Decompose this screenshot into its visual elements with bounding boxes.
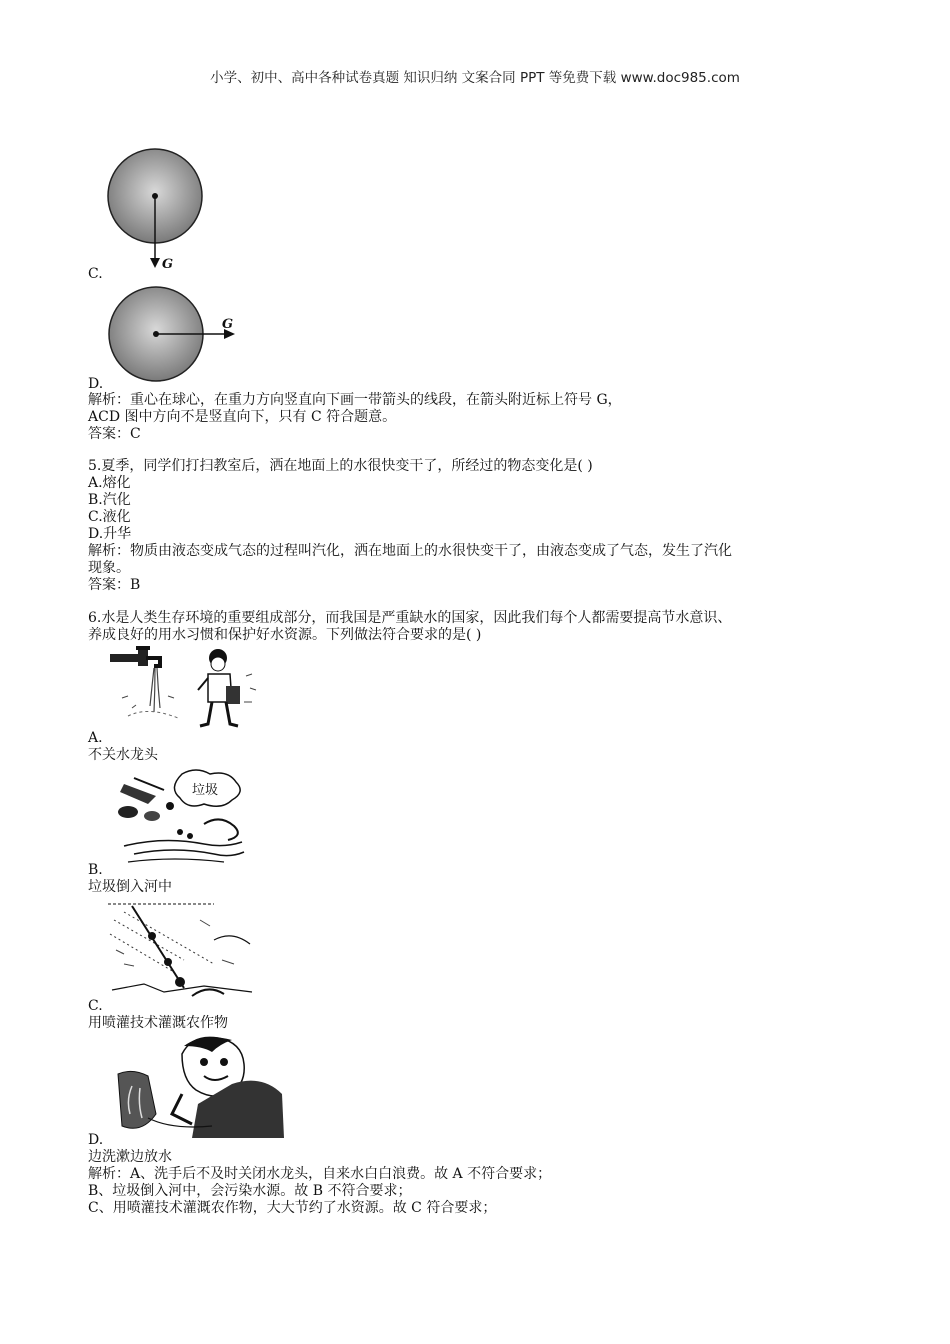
q5-analysis-line1: 解析：物质由液态变成气态的过程叫汽化，洒在地面上的水很快变干了，由液态变成了气态，发生了汽化 <box>88 543 732 559</box>
q6-option-c-label: C. <box>88 998 103 1014</box>
q6-option-a-label: A. <box>88 730 103 746</box>
q6-option-d-label: D. <box>88 1132 104 1148</box>
force-label-g: G <box>162 257 174 272</box>
q5-analysis-line2: 现象。 <box>88 560 130 576</box>
q5-question: 5.夏季，同学们打扫教室后，洒在地面上的水很快变干了，所经过的物态变化是( ) <box>88 458 593 474</box>
q6-option-d-caption: 边洗漱边放水 <box>88 1149 172 1165</box>
page-header: 小学、初中、高中各种试卷真题 知识归纳 文案合同 PPT 等免费下载 www.doc985.com <box>210 70 740 86</box>
q5-option-a: A.熔化 <box>88 475 131 491</box>
q6-analysis-line3: C、用喷灌技术灌溉农作物，大大节约了水资源。故 C 符合要求； <box>88 1200 497 1216</box>
force-label-g-2: G <box>222 317 234 332</box>
ball-gravity-down-figure <box>100 146 210 276</box>
q4-analysis-line1: 解析：重心在球心，在重力方向竖直向下画一带箭头的线段，在箭头附近标上符号 G， <box>88 392 622 408</box>
q5-option-b: B.汽化 <box>88 492 131 508</box>
q5-option-c: C.液化 <box>88 509 131 525</box>
q4-option-c-label: C. <box>88 266 103 282</box>
q5-answer: 答案：B <box>88 577 141 593</box>
faucet-running-illustration <box>108 646 268 732</box>
q5-option-d: D.升华 <box>88 526 132 542</box>
q4-answer: 答案：C <box>88 426 141 442</box>
q6-analysis-line1: 解析：A、洗手后不及时关闭水龙头，自来水白白浪费。故 A 不符合要求； <box>88 1166 552 1182</box>
q6-analysis-line2: B、垃圾倒入河中，会污染水源。故 B 不符合要求； <box>88 1183 412 1199</box>
garbage-sign-text: 垃圾 <box>192 783 219 798</box>
q6-option-b-label: B. <box>88 862 103 878</box>
q6-option-b-caption: 垃圾倒入河中 <box>88 879 172 895</box>
ball-gravity-right-figure <box>100 284 250 384</box>
q6-option-c-caption: 用喷灌技术灌溉农作物 <box>88 1015 228 1031</box>
q4-option-d-label: D. <box>88 376 104 392</box>
q6-question-line2: 养成良好的用水习惯和保护好水资源。下列做法符合要求的是( ) <box>88 627 482 643</box>
q6-option-a-caption: 不关水龙头 <box>88 747 158 763</box>
sprinkler-irrigation-illustration <box>104 900 254 1000</box>
garbage-river-illustration <box>104 766 254 866</box>
brushing-teeth-water-running-illustration <box>112 1034 288 1138</box>
q6-question-line1: 6.水是人类生存环境的重要组成部分，而我国是严重缺水的国家，因此我们每个人都需要提高节水意识、 <box>88 610 732 626</box>
q4-analysis-line2: ACD 图中方向不是竖直向下，只有 C 符合题意。 <box>88 409 397 425</box>
